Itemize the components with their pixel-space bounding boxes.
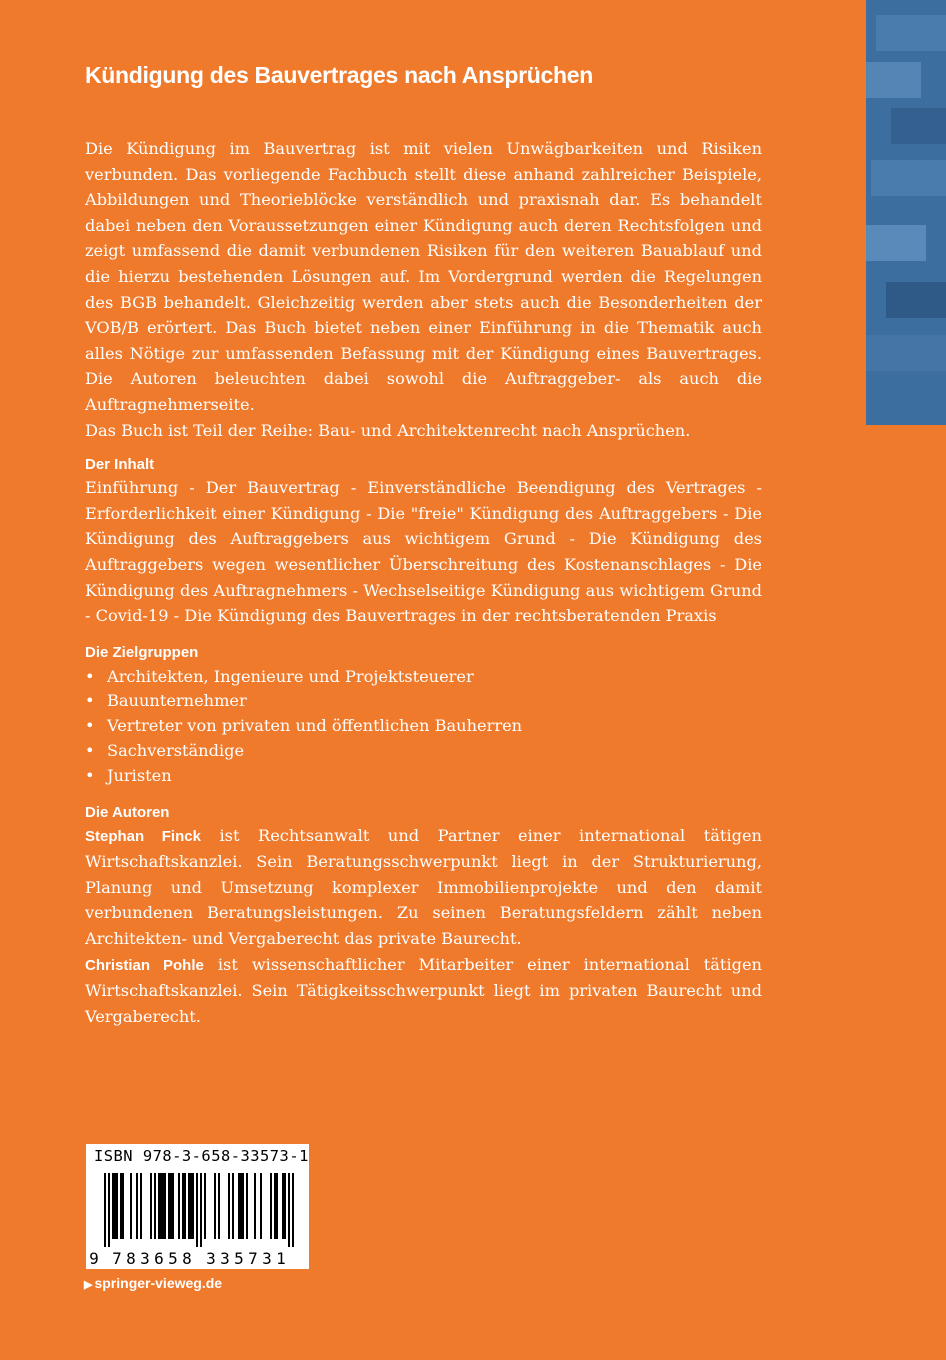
barcode-bar [116,1173,118,1239]
barcode-bar [164,1173,166,1239]
barcode-bar [108,1173,110,1247]
isbn-barcode [86,1144,309,1269]
barcode-digit: 1 [276,1249,286,1268]
barcode-bar [274,1173,276,1239]
spine-block [866,335,946,371]
barcode-bar [284,1173,286,1239]
barcode-bar [192,1173,194,1239]
barcode-digit: 7 [248,1249,258,1268]
barcode-bar [238,1173,240,1239]
barcode-bar [172,1173,174,1239]
barcode-bar [196,1173,198,1247]
author-bio-text: ist Rechtsanwalt und Partner einer international tätigen Wirtschaftskanzlei. Sein Beratungsschwerpunkt liegt in der Strukturierung, Planung und Umsetzung komplexer Immobilienprojekte und den damit verbundenen Beratungsleistungen. Zu seinen Beratungsfeldern zählt neben Architekten- und Vergaberecht das private Baurecht. [85,825,762,949]
barcode-bar [242,1173,244,1239]
barcode-bar [214,1173,216,1239]
barcode-digit: 3 [206,1249,216,1268]
target-groups-list [85,665,762,789]
book-title: Kündigung des Bauvertrages nach Ansprüchen [85,62,593,88]
barcode-bar [178,1173,180,1239]
spine-block [866,62,921,98]
barcode-bar [160,1173,162,1239]
spine-block [891,108,946,144]
bullet-icon: • [85,765,95,785]
list-item-label: Bauunternehmer [107,691,247,711]
list-item [85,689,762,714]
list-item-label: Juristen [107,765,172,785]
barcode-bar [120,1173,122,1239]
barcode-bar [170,1173,172,1239]
bullet-icon: • [85,741,95,761]
spine-block [871,160,946,196]
barcode-bar [218,1173,220,1239]
barcode-bar [182,1173,184,1239]
author-bio-text: ist wissenschaftlicher Mitarbeiter einer international tätigen Wirtschaftskanzlei. Sein Tätigkeitsschwerpunkt liegt im privaten Baurecht und Vergaberecht. [85,954,762,1026]
list-item-label: Vertreter von privaten und öffentlichen Bauherren [107,716,523,736]
barcode-bar [184,1173,186,1239]
barcode-bar [154,1173,156,1239]
list-item-label: Sachverständige [107,741,245,761]
contents-heading: Der Inhalt [85,456,155,474]
barcode-bar [150,1173,152,1239]
arrow-right-icon: ▶ [84,1279,93,1291]
list-item [85,665,762,690]
barcode-bar [122,1173,124,1239]
barcode-digit: 8 [182,1249,192,1268]
barcode-bar [162,1173,164,1239]
back-cover-text [85,136,762,1029]
barcode-bar [158,1173,160,1239]
barcode-digit: 3 [140,1249,150,1268]
barcode-graphic [86,1169,309,1269]
website-link[interactable] [84,1275,222,1291]
barcode-bar [168,1173,170,1239]
intro-paragraph: Die Kündigung im Bauvertrag ist mit vielen Unwägbarkeiten und Risiken verbunden. Das vorliegende Fachbuch stellt diese anhand zahlreicher Beispiele, Abbildungen und Theorieblöcke verständlich und praxisnah dar. Es behandelt dabei neben den Voraussetzungen einer Kündigung auch deren Rechtsfolgen und zeigt umfassend die damit verbundenen Risiken für den weiteren Bauablauf und die hierzu bestehenden Lösungen auf. Im Vordergrund werden die Regelungen des BGB behandelt. Gleichzeitig werden aber stets auch die Besonderheiten der VOB/B erörtert. Das Buch bietet neben einer Einführung in die Thematik auch alles Nötige zur umfassenden Befassung mit der Kündigung eines Bauvertrages. Die Autoren beleuchten dabei sowohl die Auftraggeber- als auch die Auftragnehmerseite. [85,139,762,414]
author-bio [85,823,762,952]
barcode-bar [240,1173,242,1239]
isbn-label: ISBN 978-3-658-33573-1 [94,1147,309,1165]
barcode-digit: 7 [112,1249,122,1268]
barcode-bar [130,1173,132,1239]
spine-block [876,15,946,51]
barcode-bar [112,1173,114,1239]
barcode-digit: 3 [220,1249,230,1268]
barcode-bar [270,1173,272,1239]
barcode-bar [104,1173,106,1247]
barcode-digit: 3 [262,1249,272,1268]
barcode-bar [254,1173,256,1239]
list-item-label: Architekten, Ingenieure und Projektsteuerer [107,666,474,686]
barcode-digit: 5 [234,1249,244,1268]
author-name: Christian Pohle [85,956,204,974]
barcode-bar [136,1173,138,1239]
barcode-bar [188,1173,190,1239]
bullet-icon: • [85,716,95,736]
bullet-icon: • [85,666,95,686]
barcode-bar [260,1173,262,1239]
barcode-digit: 5 [168,1249,178,1268]
website-label: springer-vieweg.de [94,1275,223,1291]
series-note: Das Buch ist Teil der Reihe: Bau- und Architektenrecht nach Ansprüchen. [85,420,691,440]
barcode-bar [232,1173,234,1239]
barcode-bar [204,1173,206,1239]
author-name: Stephan Finck [85,827,201,845]
authors-heading: Die Autoren [85,803,170,821]
list-item [85,764,762,789]
bullet-icon: • [85,691,95,711]
spine-block [886,282,946,318]
barcode-digit: 6 [154,1249,164,1268]
barcode-bar [276,1173,278,1239]
barcode-bar [288,1173,290,1247]
barcode-bar [200,1173,202,1247]
contents-text: Einführung - Der Bauvertrag - Einverständliche Beendigung des Vertrages - Erforderlichkeit einer Kündigung - Die "freie" Kündigung des Auftraggebers - Die Kündigung des Auftraggebers aus wichtigem Grund - Die Kündigung des Auftraggebers wegen wesentlicher Überschreitung des Kostenanschlages - Die Kündigung des Auftragnehmers - Wechselseitige Kündigung aus wichtigem Grund - Covid-19 - Die Kündigung des Bauvertrages in der rechtsberatenden Praxis [85,478,762,626]
barcode-bar [246,1173,248,1239]
barcode-digit: 9 [89,1249,99,1268]
list-item [85,739,762,764]
barcode-bar [282,1173,284,1239]
barcode-bar [190,1173,192,1239]
barcode-bar [228,1173,230,1239]
author-bio [85,952,762,1030]
spine-block [866,225,926,261]
barcode-bar [114,1173,116,1239]
barcode-bar [292,1173,294,1247]
barcode-digit: 8 [126,1249,136,1268]
target-groups-heading: Die Zielgruppen [85,643,199,661]
list-item [85,714,762,739]
spine-decoration [866,0,946,425]
barcode-bar [140,1173,142,1239]
